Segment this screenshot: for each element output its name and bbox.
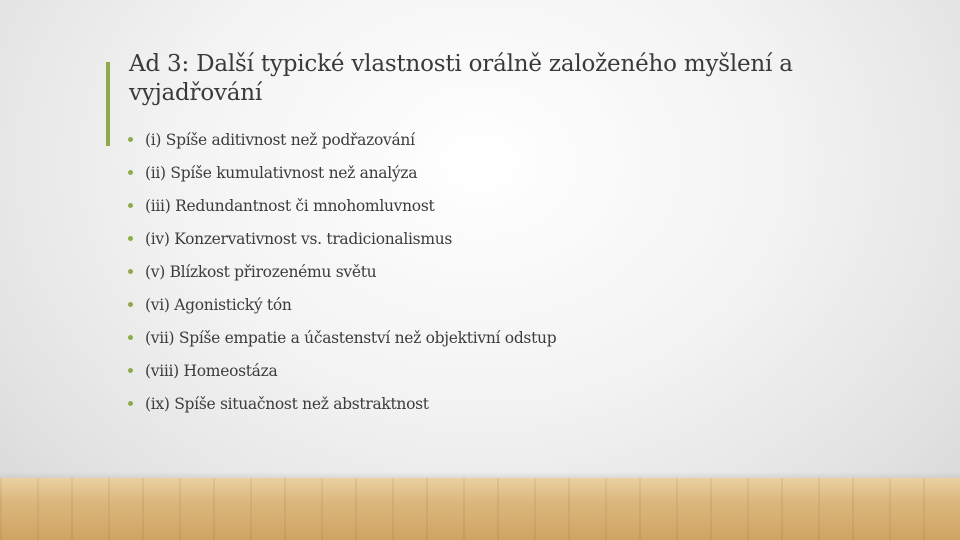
bullet-dot-icon bbox=[128, 368, 133, 373]
bullet-item bbox=[128, 156, 556, 189]
bullet-dot-icon bbox=[128, 137, 133, 142]
bullet-item bbox=[128, 222, 556, 255]
bullet-dot-icon bbox=[128, 335, 133, 340]
bullet-item bbox=[128, 354, 556, 387]
bullet-item bbox=[128, 189, 556, 222]
bullet-dot-icon bbox=[128, 170, 133, 175]
bullet-text: (iii) Redundantnost či mnohomluvnost bbox=[145, 196, 435, 215]
slide-title: Ad 3: Další typické vlastnosti orálně založeného myšlení a vyjadřování bbox=[129, 51, 793, 106]
bullet-dot-icon bbox=[128, 401, 133, 406]
bullet-list bbox=[128, 123, 556, 420]
bullet-text: (i) Spíše aditivnost než podřazování bbox=[145, 130, 415, 149]
bullet-text: (viii) Homeostáza bbox=[145, 361, 278, 380]
bullet-dot-icon bbox=[128, 302, 133, 307]
bullet-dot-icon bbox=[128, 236, 133, 241]
bullet-text: (ii) Spíše kumulativnost než analýza bbox=[145, 163, 418, 182]
bullet-item bbox=[128, 255, 556, 288]
bullet-item bbox=[128, 288, 556, 321]
bullet-item bbox=[128, 321, 556, 354]
wood-floor-background bbox=[0, 478, 960, 540]
bullet-text: (iv) Konzervativnost vs. tradicionalismus bbox=[145, 229, 453, 248]
bullet-text: (ix) Spíše situačnost než abstraktnost bbox=[145, 394, 429, 413]
bullet-text: (vi) Agonistický tón bbox=[145, 295, 292, 314]
title-accent-bar bbox=[106, 62, 110, 146]
bullet-text: (v) Blízkost přirozenému světu bbox=[145, 262, 377, 281]
bullet-text: (vii) Spíše empatie a účastenství než objektivní odstup bbox=[145, 328, 557, 347]
bullet-item bbox=[128, 387, 556, 420]
bullet-item bbox=[128, 123, 556, 156]
bullet-dot-icon bbox=[128, 203, 133, 208]
bullet-dot-icon bbox=[128, 269, 133, 274]
